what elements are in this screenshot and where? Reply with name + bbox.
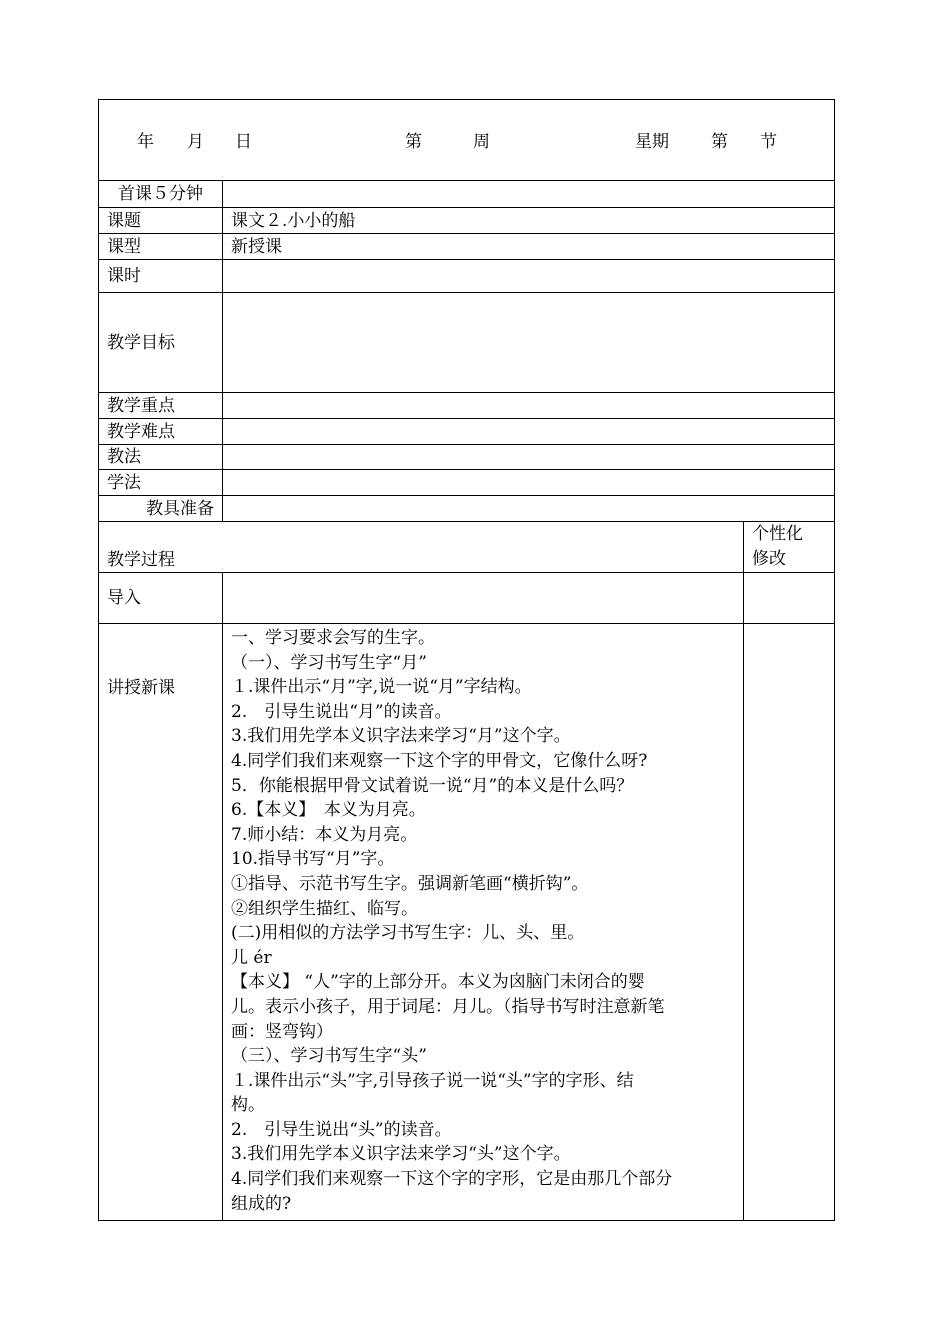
content-line: 儿 ér	[231, 947, 272, 968]
day-label: 日	[235, 132, 252, 152]
content-line: 一、学习要求会写的生字。	[231, 628, 435, 648]
content-line: 构。	[231, 1095, 265, 1116]
first-lesson-value	[223, 181, 835, 208]
content-line: 3.我们用先学本义识字法来学习“月”这个字。	[231, 726, 571, 747]
content-line: 2. 引导生说出“头”的读音。	[231, 1119, 452, 1140]
header-row	[99, 100, 835, 181]
type-row	[99, 234, 835, 260]
date-header-cell	[99, 100, 835, 181]
goals-value	[223, 293, 835, 393]
week-ordinal-label: 第	[405, 132, 422, 152]
personal-cell	[744, 522, 835, 573]
content-line: 10.指导书写“月”字。	[231, 849, 395, 870]
week-label: 周	[473, 132, 490, 152]
content-line: 【本义】 “人”字的上部分开。本义为囟脑门未闭合的婴	[231, 972, 645, 993]
difficulties-label: 教学难点	[99, 419, 223, 445]
content-line: ②组织学生描红、临写。	[231, 898, 418, 919]
content-line: 6.【本义】 本义为月亮。	[231, 800, 426, 821]
hours-row	[99, 260, 835, 293]
first-lesson-label: 首课５分钟	[99, 181, 223, 208]
learning-method-row	[99, 470, 835, 496]
topic-value: 课文２.小小的船	[223, 208, 835, 234]
new-lesson-label: 讲授新课	[99, 624, 223, 1221]
content-line: 3.我们用先学本义识字法来学习“头”这个字。	[231, 1144, 571, 1165]
content-line: 儿。表示小孩子，用于词尾：月儿。（指导书写时注意新笔	[231, 996, 665, 1017]
learning-method-label: 学法	[99, 470, 223, 496]
hours-value	[223, 260, 835, 293]
content-line: 7.师小结：本义为月亮。	[231, 824, 418, 845]
tools-label: 教具准备	[99, 496, 223, 522]
teaching-method-value	[223, 445, 835, 470]
intro-personal	[744, 573, 835, 624]
personal-label-line-1: 个性化	[752, 524, 803, 545]
topic-row	[99, 208, 835, 234]
content-line: 4.同学们我们来观察一下这个字的甲骨文，它像什么呀?	[231, 750, 648, 771]
type-value: 新授课	[223, 234, 835, 260]
intro-label: 导入	[99, 573, 223, 624]
teaching-method-row	[99, 445, 835, 470]
year-label: 年	[137, 132, 154, 152]
content-line: (二)用相似的方法学习书写生字：儿、头、里。	[231, 923, 585, 944]
content-line: 组成的?	[231, 1193, 292, 1214]
topic-label: 课题	[99, 208, 223, 234]
content-line: （一）、学习书写生字“月”	[231, 652, 427, 673]
difficulties-row	[99, 419, 835, 445]
lesson-plan-table	[98, 99, 835, 1221]
month-label: 月	[187, 132, 204, 152]
content-line: 4.同学们我们来观察一下这个字的字形，它是由那几个部分	[231, 1169, 673, 1190]
key-points-row	[99, 393, 835, 419]
first-lesson-row	[99, 181, 835, 208]
period-label: 节	[760, 132, 777, 152]
goals-row	[99, 293, 835, 393]
personal-label-line-2: 修改	[752, 549, 786, 569]
weekday-label: 星期	[635, 132, 669, 152]
content-line: 5．你能根据甲骨文试着说一说“月”的本义是什么吗？	[231, 775, 634, 796]
new-lesson-content	[223, 624, 744, 1221]
content-line: （三）、学习书写生字“头”	[231, 1046, 427, 1067]
intro-row	[99, 573, 835, 624]
content-line: ①指导、示范书写生字。强调新笔画“横折钩”。	[231, 873, 589, 894]
process-header-row	[99, 522, 835, 573]
period-ordinal-label: 第	[711, 132, 728, 152]
teaching-method-label: 教法	[99, 445, 223, 470]
new-lesson-row	[99, 624, 835, 1221]
type-label: 课型	[99, 234, 223, 260]
hours-label: 课时	[99, 260, 223, 293]
intro-value	[223, 573, 744, 624]
key-points-label: 教学重点	[99, 393, 223, 419]
content-line: 2. 引导生说出“月”的读音。	[231, 701, 452, 722]
tools-value	[223, 496, 835, 522]
key-points-value	[223, 393, 835, 419]
difficulties-value	[223, 419, 835, 445]
content-line: 画：竖弯钩）	[231, 1021, 333, 1042]
lesson-plan-page	[98, 99, 834, 1221]
content-line: １.课件出示“头”字,引导孩子说一说“头”字的字形、结	[231, 1070, 634, 1091]
content-line: １.课件出示“月”字,说一说“月”字结构。	[231, 677, 532, 698]
goals-label: 教学目标	[99, 293, 223, 393]
learning-method-value	[223, 470, 835, 496]
process-label: 教学过程	[99, 522, 744, 573]
tools-row	[99, 496, 835, 522]
new-lesson-personal	[744, 624, 835, 1221]
